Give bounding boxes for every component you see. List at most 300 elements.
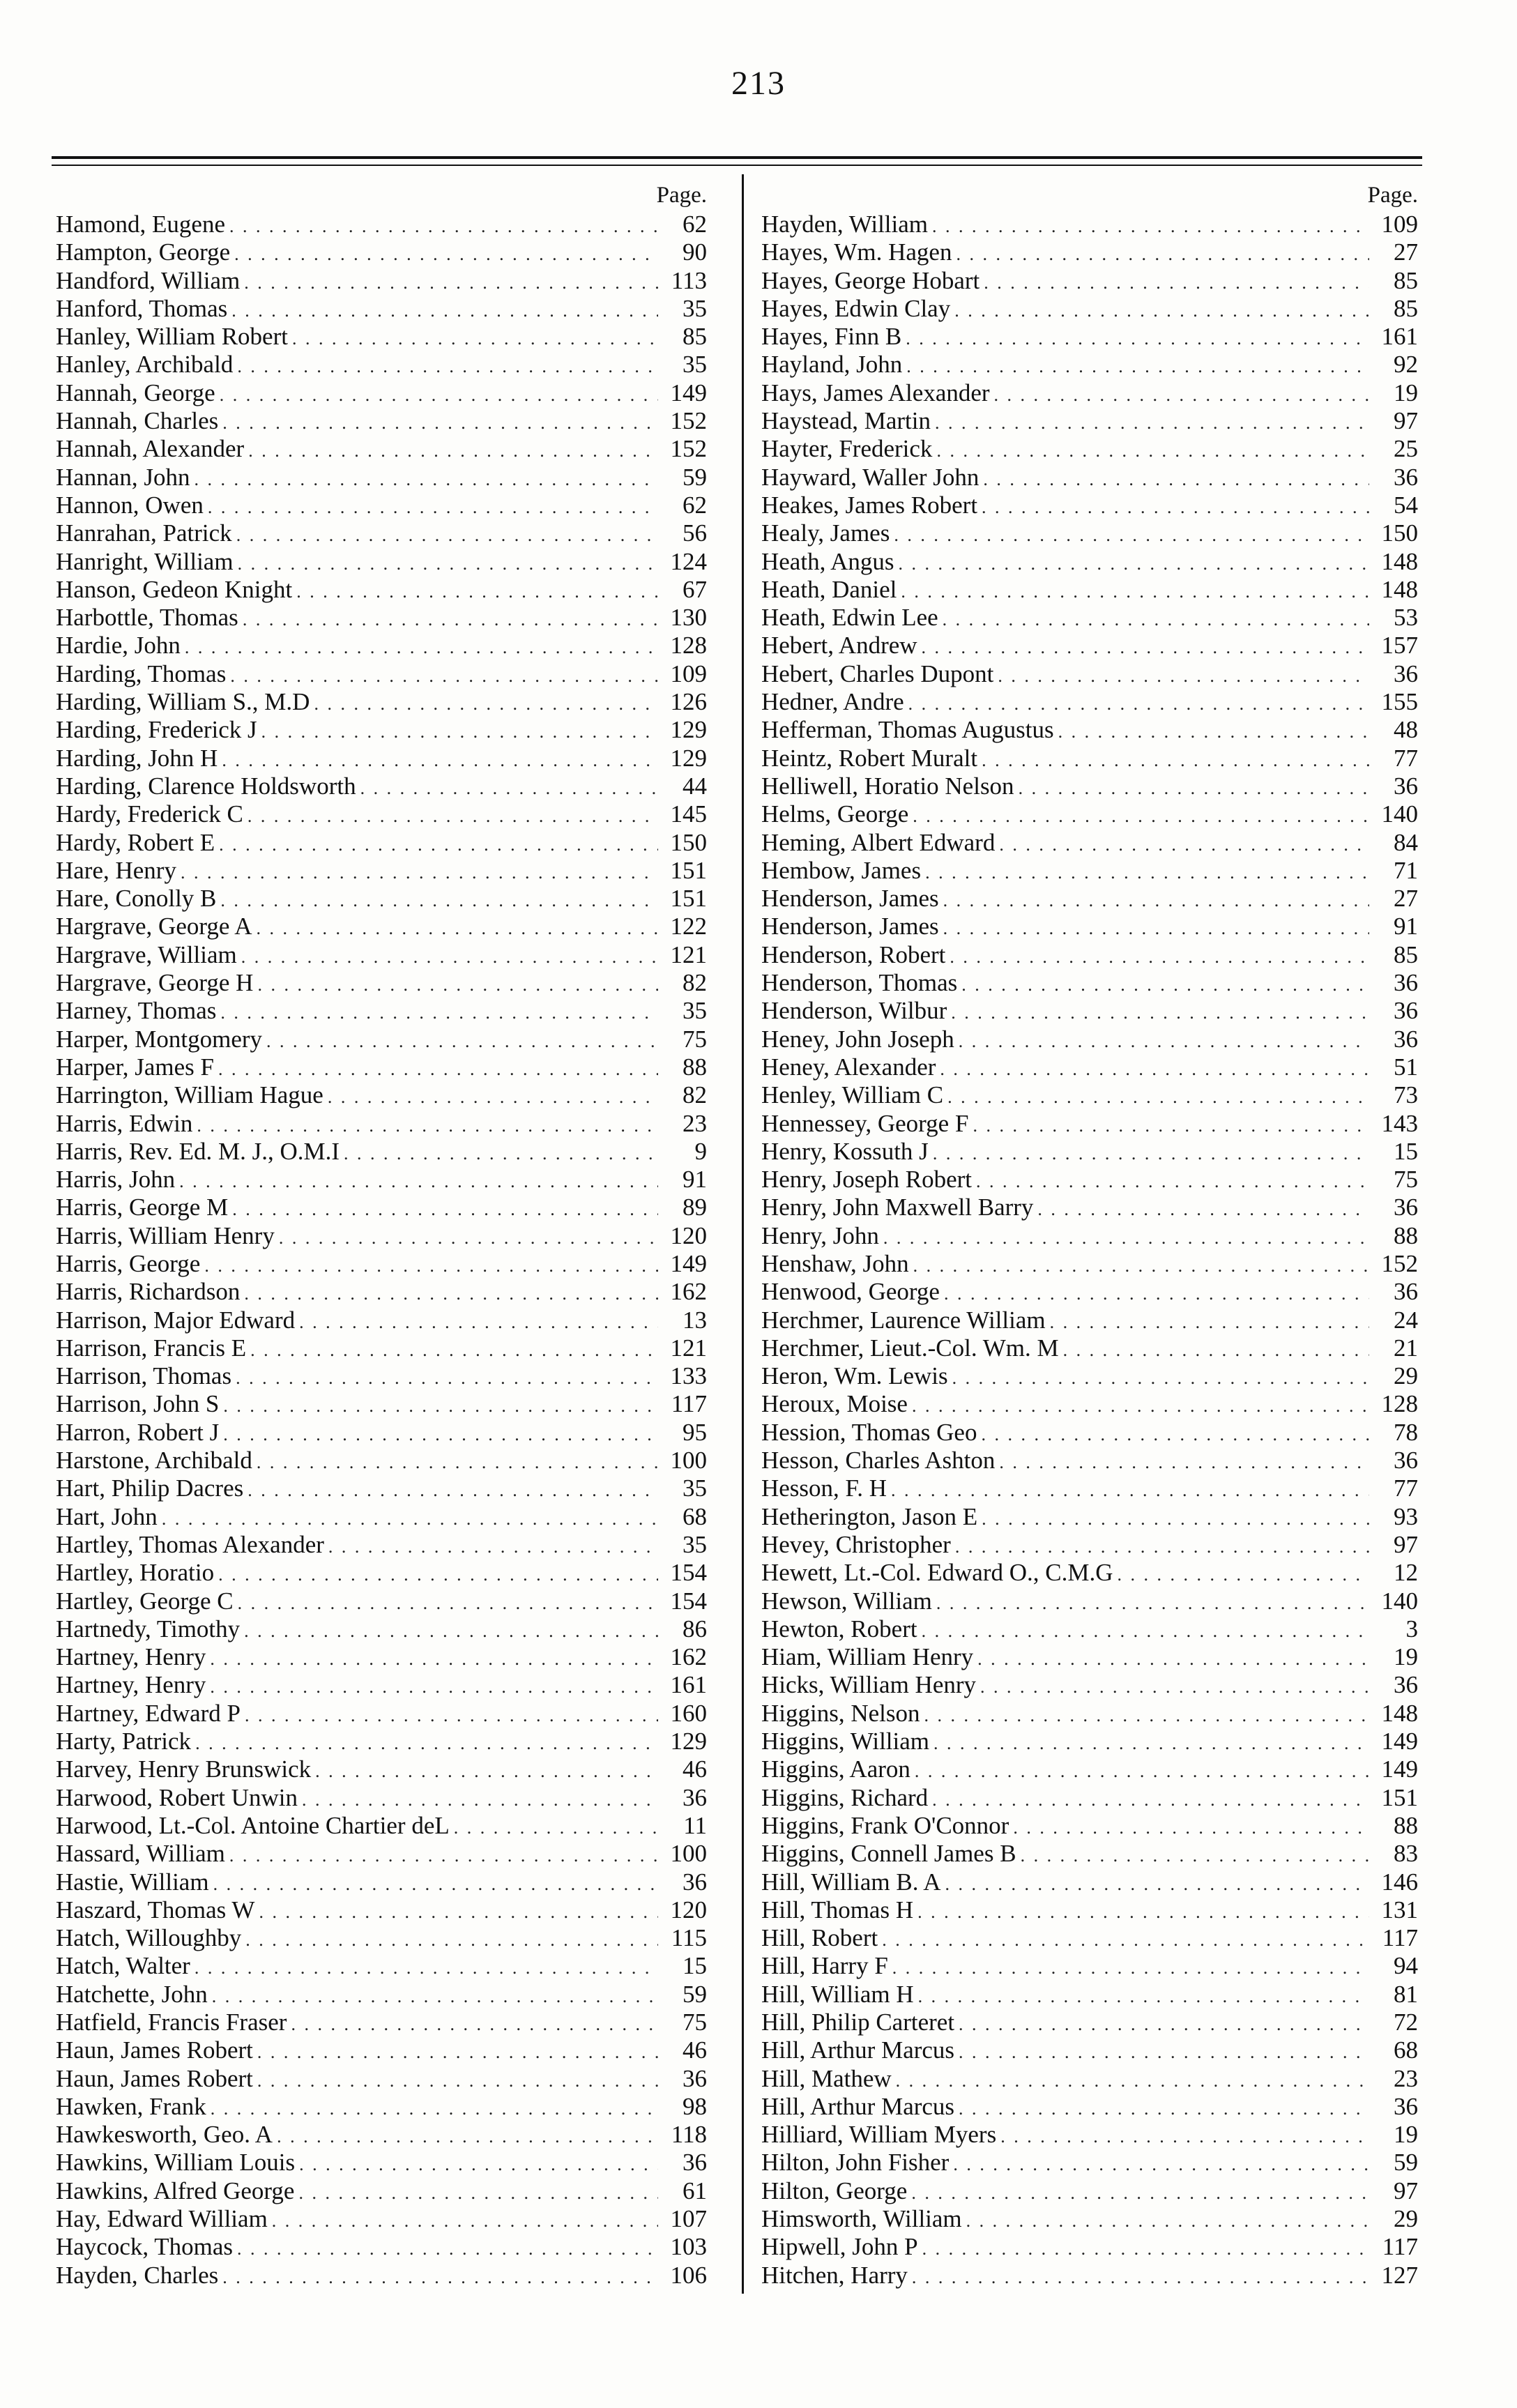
dot-leader xyxy=(218,1056,658,1083)
index-entry xyxy=(56,2009,711,2036)
index-entry xyxy=(761,969,1422,997)
index-entry xyxy=(56,1081,711,1109)
entry-page: 62 xyxy=(683,211,707,238)
entry-name: Hardie, John xyxy=(56,632,181,660)
entry-page: 36 xyxy=(683,2064,707,2092)
entry-page: 9 xyxy=(694,1137,707,1165)
dot-leader xyxy=(953,2151,1369,2179)
entry-name: Haystead, Martin xyxy=(761,407,931,435)
dot-leader xyxy=(314,690,658,718)
entry-page: 154 xyxy=(670,1587,707,1615)
dot-leader xyxy=(1021,1842,1369,1870)
dot-leader xyxy=(906,325,1369,353)
entry-name: Heroux, Moise xyxy=(761,1390,908,1418)
index-entry xyxy=(761,1671,1422,1699)
entry-name: Harbottle, Thomas xyxy=(56,604,238,632)
entry-page: 67 xyxy=(683,575,707,603)
index-entry xyxy=(56,548,711,576)
index-entry xyxy=(56,267,711,295)
dot-leader xyxy=(932,1786,1369,1814)
entry-name: Higgins, William xyxy=(761,1728,930,1755)
index-entry xyxy=(761,772,1422,800)
right-column xyxy=(761,180,1422,2289)
dot-leader xyxy=(982,1505,1369,1533)
entry-page: 13 xyxy=(683,1306,707,1334)
entry-name: Harris, William Henry xyxy=(56,1221,275,1249)
index-entry xyxy=(56,1166,711,1194)
entry-page: 25 xyxy=(1394,435,1418,463)
entry-page: 83 xyxy=(1394,1840,1418,1868)
entry-name: Hefferman, Thomas Augustus xyxy=(761,716,1054,744)
dot-leader xyxy=(912,2264,1369,2292)
dot-leader xyxy=(947,1083,1369,1111)
entry-page: 85 xyxy=(1394,294,1418,322)
entry-name: Hawkins, William Louis xyxy=(56,2149,296,2177)
index-entry xyxy=(56,1615,711,1643)
entry-name: Hevey, Christopher xyxy=(761,1530,951,1558)
index-entry xyxy=(56,211,711,238)
index-entry xyxy=(56,1728,711,1755)
index-entry xyxy=(56,1278,711,1306)
index-entry xyxy=(761,1587,1422,1615)
entry-name: Hill, Thomas H xyxy=(761,1896,914,1923)
entry-page: 124 xyxy=(670,547,707,575)
dot-leader xyxy=(245,1926,658,1954)
entry-name: Hayter, Frederick xyxy=(761,435,933,463)
dot-leader xyxy=(892,1954,1369,1982)
dot-leader xyxy=(999,1449,1369,1477)
index-entry xyxy=(761,1334,1422,1362)
index-entry xyxy=(56,2093,711,2121)
entry-page: 109 xyxy=(1381,211,1418,238)
dot-leader xyxy=(913,1252,1369,1280)
entry-page: 15 xyxy=(1394,1137,1418,1165)
entry-name: Harrison, Francis E xyxy=(56,1334,247,1362)
entry-page: 78 xyxy=(1394,1418,1418,1446)
dot-leader xyxy=(943,606,1369,634)
entry-name: Harper, Montgomery xyxy=(56,1025,263,1053)
entry-page: 15 xyxy=(683,1952,707,1980)
entry-page: 149 xyxy=(670,1249,707,1277)
entry-page: 46 xyxy=(683,1755,707,1783)
entry-name: Heron, Wm. Lewis xyxy=(761,1362,948,1390)
dot-leader xyxy=(234,241,658,268)
dot-leader xyxy=(982,494,1369,521)
dot-leader xyxy=(924,1702,1370,1730)
entry-name: Hampton, George xyxy=(56,238,231,266)
entry-name: Hanley, Archibald xyxy=(56,351,234,379)
entry-page: 71 xyxy=(1394,856,1418,884)
dot-leader xyxy=(257,2039,658,2066)
dot-leader xyxy=(983,466,1369,494)
dot-leader xyxy=(195,1730,658,1758)
index-entry xyxy=(56,1194,711,1221)
index-entry xyxy=(761,2009,1422,2036)
entry-name: Helms, George xyxy=(761,800,909,828)
dot-leader xyxy=(315,1758,658,1785)
dot-leader xyxy=(945,1870,1369,1898)
entry-page: 97 xyxy=(1394,1530,1418,1558)
entry-name: Henry, John Maxwell Barry xyxy=(761,1194,1034,1221)
dot-leader xyxy=(238,1590,658,1617)
entry-name: Hilliard, William Myers xyxy=(761,2121,997,2149)
dot-leader xyxy=(194,466,658,494)
entry-page: 36 xyxy=(1394,1447,1418,1474)
entry-page: 85 xyxy=(683,323,707,351)
dot-leader xyxy=(961,971,1369,999)
dot-leader xyxy=(213,1870,658,1898)
dot-leader xyxy=(328,1083,658,1111)
dot-leader xyxy=(959,2039,1369,2066)
entry-page: 75 xyxy=(1394,1166,1418,1194)
entry-page: 54 xyxy=(1394,491,1418,519)
entry-page: 100 xyxy=(670,1447,707,1474)
entry-name: Hill, Mathew xyxy=(761,2064,892,2092)
index-entry xyxy=(761,1868,1422,1896)
entry-name: Harris, Rev. Ed. M. J., O.M.I xyxy=(56,1137,340,1165)
entry-page: 27 xyxy=(1394,885,1418,913)
dot-leader xyxy=(933,1730,1369,1758)
index-entry xyxy=(761,2233,1422,2261)
index-entry xyxy=(761,1755,1422,1783)
entry-page: 81 xyxy=(1394,1980,1418,2008)
entry-page: 161 xyxy=(670,1671,707,1699)
index-entry xyxy=(761,1278,1422,1306)
index-entry xyxy=(56,2036,711,2064)
dot-leader xyxy=(933,1140,1369,1168)
entry-name: Herchmer, Lieut.-Col. Wm. M xyxy=(761,1334,1059,1362)
dot-leader xyxy=(922,634,1369,662)
dot-leader xyxy=(896,2067,1369,2095)
entry-page: 36 xyxy=(1394,660,1418,687)
index-entry xyxy=(761,941,1422,969)
dot-leader xyxy=(883,1224,1369,1252)
entry-page: 85 xyxy=(1394,266,1418,294)
entry-page: 82 xyxy=(683,969,707,997)
index-entry xyxy=(56,1643,711,1671)
dot-leader xyxy=(236,1364,658,1392)
index-entry xyxy=(56,1362,711,1390)
entry-page: 36 xyxy=(1394,997,1418,1025)
entry-name: Harrison, Major Edward xyxy=(56,1306,296,1334)
index-entry xyxy=(56,2233,711,2261)
entry-name: Hewett, Lt.-Col. Edward O., C.M.G xyxy=(761,1559,1113,1587)
entry-page: 94 xyxy=(1394,1952,1418,1980)
entry-name: Hill, Harry F xyxy=(761,1952,888,1980)
entry-page: 127 xyxy=(1381,2261,1418,2289)
index-entry xyxy=(56,660,711,688)
index-entry xyxy=(56,1474,711,1502)
entry-name: Harding, John H xyxy=(56,744,218,772)
entry-page: 84 xyxy=(1394,828,1418,856)
entry-page: 35 xyxy=(683,1474,707,1502)
entry-page: 157 xyxy=(1381,632,1418,660)
index-entry xyxy=(56,1840,711,1868)
entry-name: Hill, Philip Carteret xyxy=(761,2009,955,2036)
entry-page: 130 xyxy=(670,604,707,632)
index-entry xyxy=(56,632,711,660)
dot-leader xyxy=(940,1056,1369,1083)
entry-name: Heath, Edwin Lee xyxy=(761,604,938,632)
dot-leader xyxy=(915,1758,1369,1785)
index-entry xyxy=(56,435,711,463)
index-entry xyxy=(761,1728,1422,1755)
dot-leader xyxy=(1058,718,1369,746)
entry-name: Higgins, Nelson xyxy=(761,1699,920,1727)
dot-leader xyxy=(901,578,1369,606)
entry-name: Hayden, Charles xyxy=(56,2261,219,2289)
dot-leader xyxy=(918,1983,1369,2011)
index-entry xyxy=(761,1194,1422,1221)
index-entry xyxy=(761,2149,1422,2177)
dot-leader xyxy=(966,2207,1369,2235)
entry-name: Hawkesworth, Geo. A xyxy=(56,2121,273,2149)
right-page-header: Page. xyxy=(1367,183,1418,208)
entry-name: Hilton, John Fisher xyxy=(761,2149,950,2177)
dot-leader xyxy=(952,1364,1369,1392)
entry-name: Hennessey, George F xyxy=(761,1109,969,1137)
index-entry xyxy=(56,1896,711,1924)
entry-page: 35 xyxy=(683,351,707,379)
dot-leader xyxy=(906,353,1369,381)
index-entry xyxy=(56,519,711,547)
entry-page: 35 xyxy=(683,997,707,1025)
index-entry xyxy=(761,1110,1422,1138)
index-entry xyxy=(761,1053,1422,1081)
dot-leader xyxy=(922,2235,1369,2263)
index-entry xyxy=(761,688,1422,716)
index-entry xyxy=(56,1390,711,1418)
index-entry xyxy=(761,1896,1422,1924)
entry-name: Harding, William S., M.D xyxy=(56,688,310,716)
entry-name: Handford, William xyxy=(56,266,241,294)
entry-name: Henry, Kossuth J xyxy=(761,1137,929,1165)
entry-name: Hassard, William xyxy=(56,1840,225,1868)
entry-page: 36 xyxy=(1394,1671,1418,1699)
index-entry xyxy=(56,2205,711,2233)
index-entry xyxy=(56,1110,711,1138)
dot-leader xyxy=(162,1505,658,1533)
entry-name: Hannah, Alexander xyxy=(56,435,245,463)
index-entry xyxy=(761,857,1422,885)
index-entry xyxy=(761,548,1422,576)
index-entry xyxy=(761,1447,1422,1474)
entry-page: 129 xyxy=(670,744,707,772)
dot-leader xyxy=(973,1112,1369,1140)
entry-name: Harrington, William Hague xyxy=(56,1081,323,1109)
index-entry xyxy=(761,1840,1422,1868)
dot-leader xyxy=(247,802,658,830)
dot-leader xyxy=(894,521,1369,549)
index-entry xyxy=(761,1362,1422,1390)
index-entry xyxy=(761,1643,1422,1671)
dot-leader xyxy=(212,1983,658,2011)
left-column xyxy=(56,180,711,2289)
dot-leader xyxy=(223,1392,658,1420)
entry-name: Heintz, Robert Muralt xyxy=(761,744,978,772)
index-entry xyxy=(761,1250,1422,1278)
dot-leader xyxy=(272,2207,658,2235)
index-entry xyxy=(761,323,1422,351)
index-entry xyxy=(761,745,1422,772)
index-entry xyxy=(761,1306,1422,1334)
dot-leader xyxy=(222,2264,658,2292)
entry-name: Hebert, Charles Dupont xyxy=(761,660,994,687)
index-entry xyxy=(56,1868,711,1896)
entry-page: 89 xyxy=(683,1194,707,1221)
entry-page: 91 xyxy=(1394,913,1418,940)
dot-leader xyxy=(976,1168,1369,1196)
dot-leader xyxy=(237,353,658,381)
left-page-header: Page. xyxy=(656,183,707,208)
index-entry xyxy=(761,1924,1422,1952)
dot-leader xyxy=(244,1617,658,1645)
entry-page: 133 xyxy=(670,1362,707,1390)
dot-leader xyxy=(954,297,1369,325)
dot-leader xyxy=(344,1140,658,1168)
entry-name: Hebert, Andrew xyxy=(761,632,917,660)
top-rule-thin xyxy=(52,165,1422,166)
dot-leader xyxy=(257,1449,658,1477)
entry-name: Hatch, Willoughby xyxy=(56,1924,242,1952)
entry-page: 75 xyxy=(683,2009,707,2036)
index-entry xyxy=(56,379,711,407)
index-entry xyxy=(56,997,711,1025)
dot-leader xyxy=(236,521,658,549)
index-entry xyxy=(56,1671,711,1699)
entry-name: Hewton, Robert xyxy=(761,1615,917,1643)
entry-name: Harding, Frederick J xyxy=(56,716,257,744)
entry-page: 23 xyxy=(1394,2064,1418,2092)
dot-leader xyxy=(219,831,658,859)
entry-page: 98 xyxy=(683,2092,707,2120)
dot-leader xyxy=(220,887,658,915)
index-entry xyxy=(761,913,1422,940)
dot-leader xyxy=(211,2095,658,2123)
dot-leader xyxy=(298,2179,658,2207)
entry-page: 92 xyxy=(1394,351,1418,379)
entry-page: 97 xyxy=(1394,407,1418,435)
entry-name: Heakes, James Robert xyxy=(761,491,978,519)
entry-name: Henderson, James xyxy=(761,885,939,913)
dot-leader xyxy=(959,1028,1369,1056)
entry-name: Hanford, Thomas xyxy=(56,294,228,322)
dot-leader xyxy=(179,1168,658,1196)
entry-page: 95 xyxy=(683,1418,707,1446)
index-entry xyxy=(761,576,1422,604)
entry-name: Hardy, Frederick C xyxy=(56,800,243,828)
entry-page: 68 xyxy=(1394,2036,1418,2064)
entry-name: Haszard, Thomas W xyxy=(56,1896,255,1923)
entry-name: Hicks, William Henry xyxy=(761,1671,977,1699)
entry-page: 149 xyxy=(670,379,707,406)
dot-leader xyxy=(299,1309,658,1336)
entry-page: 29 xyxy=(1394,1362,1418,1390)
entry-page: 86 xyxy=(683,1615,707,1643)
dot-leader xyxy=(266,1028,658,1056)
dot-leader xyxy=(943,915,1369,943)
entry-page: 12 xyxy=(1394,1559,1418,1587)
entry-name: Harris, George M xyxy=(56,1194,229,1221)
index-entry xyxy=(761,716,1422,744)
entry-name: Hare, Conolly B xyxy=(56,885,217,913)
entry-name: Hartney, Henry xyxy=(56,1643,206,1671)
dot-leader xyxy=(982,747,1369,775)
index-entry xyxy=(761,632,1422,660)
index-entry xyxy=(56,1250,711,1278)
entry-name: Higgins, Connell James B xyxy=(761,1840,1016,1868)
entry-name: Harvey, Henry Brunswick xyxy=(56,1755,312,1783)
entry-page: 24 xyxy=(1394,1306,1418,1334)
entry-name: Hannah, George xyxy=(56,379,215,406)
entry-page: 93 xyxy=(1394,1502,1418,1530)
dot-leader xyxy=(1013,1814,1369,1842)
entry-name: Herchmer, Laurence William xyxy=(761,1306,1046,1334)
index-entry xyxy=(56,1503,711,1531)
entry-name: Harper, James F xyxy=(56,1053,215,1081)
dot-leader xyxy=(222,409,658,437)
entry-page: 19 xyxy=(1394,1643,1418,1671)
entry-page: 91 xyxy=(683,1166,707,1194)
entry-page: 151 xyxy=(670,856,707,884)
entry-name: Hetherington, Jason E xyxy=(761,1502,978,1530)
dot-leader xyxy=(261,718,658,746)
index-entry xyxy=(56,1755,711,1783)
entry-page: 82 xyxy=(683,1081,707,1109)
dot-leader xyxy=(936,1590,1369,1617)
dot-leader xyxy=(994,381,1369,409)
entry-name: Hannan, John xyxy=(56,463,190,491)
entry-name: Hanley, William Robert xyxy=(56,323,288,351)
entry-page: 35 xyxy=(683,294,707,322)
entry-name: Hardy, Robert E xyxy=(56,828,215,856)
entry-name: Harris, Richardson xyxy=(56,1278,241,1306)
entry-page: 73 xyxy=(1394,1081,1418,1109)
dot-leader xyxy=(980,1673,1369,1701)
entry-page: 121 xyxy=(670,940,707,968)
entry-page: 146 xyxy=(1381,1868,1418,1896)
dot-leader xyxy=(244,269,658,297)
entry-page: 56 xyxy=(683,519,707,547)
index-entry xyxy=(56,800,711,828)
entry-name: Harney, Thomas xyxy=(56,997,217,1025)
dot-leader xyxy=(977,1645,1369,1673)
dot-leader xyxy=(229,213,658,241)
index-entry xyxy=(761,800,1422,828)
top-rule xyxy=(52,156,1422,159)
entry-page: 21 xyxy=(1394,1334,1418,1362)
entry-name: Hewson, William xyxy=(761,1587,932,1615)
entry-page: 152 xyxy=(1381,1249,1418,1277)
index-entry xyxy=(761,2205,1422,2233)
entry-page: 3 xyxy=(1405,1615,1418,1643)
dot-leader xyxy=(237,2235,658,2263)
entry-page: 161 xyxy=(1381,323,1418,351)
index-entry xyxy=(761,1390,1422,1418)
entry-name: Hargrave, George H xyxy=(56,969,254,997)
entry-page: 131 xyxy=(1381,1896,1418,1923)
entry-page: 88 xyxy=(1394,1811,1418,1839)
dot-leader xyxy=(328,1533,658,1561)
index-entry xyxy=(56,941,711,969)
entry-page: 90 xyxy=(683,238,707,266)
entry-page: 122 xyxy=(670,913,707,940)
entry-name: Hayes, Edwin Clay xyxy=(761,294,951,322)
entry-name: Hatchette, John xyxy=(56,1980,208,2008)
entry-page: 117 xyxy=(1382,1924,1418,1952)
entry-page: 154 xyxy=(670,1559,707,1587)
dot-leader xyxy=(197,1112,658,1140)
